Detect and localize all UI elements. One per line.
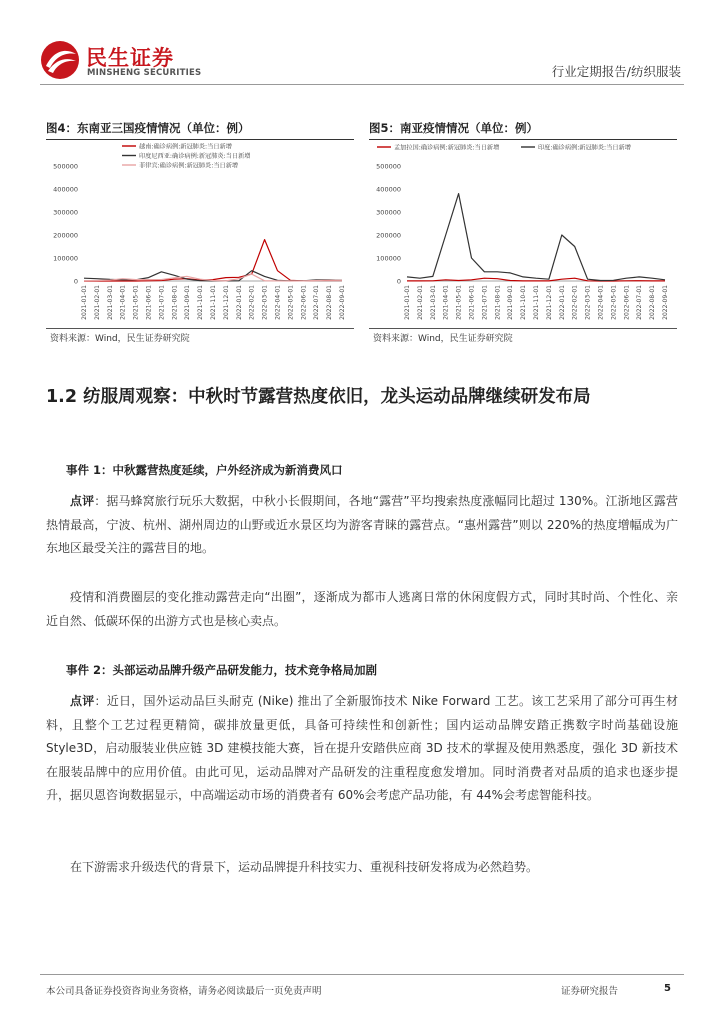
x-tick-label: 2022-03-01: [261, 285, 269, 320]
legend-label: 越南:确诊病例:新冠肺炎:当日新增: [139, 143, 232, 151]
x-tick-label: 2021-07-01: [481, 285, 489, 320]
minsheng-logo-icon: [40, 40, 80, 80]
y-tick-label: 300000: [53, 208, 78, 217]
x-tick-label: 2022-06-01: [300, 285, 308, 320]
header-divider: [40, 84, 684, 85]
figure-4-source-rule: [46, 328, 354, 329]
x-tick-label: 2022-01-01: [558, 285, 566, 320]
x-tick-label: 2021-02-01: [93, 285, 101, 320]
x-tick-label: 2021-12-01: [222, 285, 230, 320]
y-tick-label: 500000: [53, 162, 78, 171]
section-heading: 1.2 纺服周观察：中秋时节露营热度依旧，龙头运动品牌继续研发布局: [46, 387, 591, 407]
x-tick-label: 2021-09-01: [507, 285, 515, 320]
x-tick-label: 2021-10-01: [197, 285, 205, 320]
x-tick-label: 2021-07-01: [158, 285, 166, 320]
x-tick-label: 2022-07-01: [313, 285, 321, 320]
figure-4-title: 图4：东南亚三国疫情情况（单位：例）: [46, 121, 250, 135]
footer-disclaimer: 本公司具备证券投资咨询业务资格，请务必阅读最后一页免责声明: [46, 986, 322, 997]
x-tick-label: 2022-05-01: [287, 285, 295, 320]
brand-name-cn: 民生证券: [86, 46, 174, 70]
comment-label: 点评: [70, 694, 95, 708]
y-tick-label: 0: [396, 277, 401, 286]
event-1-comment: [46, 490, 678, 561]
x-tick-label: 2021-11-01: [533, 285, 540, 320]
x-tick-label: 2021-12-01: [545, 285, 553, 320]
x-tick-label: 2022-05-01: [610, 285, 618, 320]
report-type: 行业定期报告/纺织服装: [551, 64, 681, 79]
event-2-comment: [46, 690, 678, 808]
y-tick-label: 100000: [376, 254, 401, 263]
x-tick-label: 2022-03-01: [584, 285, 592, 320]
x-tick-label: 2021-08-01: [171, 285, 179, 320]
x-tick-label: 2021-05-01: [132, 285, 140, 320]
event-2-comment-text: ：近日，国外运动品巨头耐克 (Nike) 推出了全新服饰技术 Nike Forward 工艺。该工艺采用了部分可再生材料，且整个工艺过程更精简，碳排放量更低，具备可持续性和创新性；国内运动品牌安踏正携数字时尚基础设施 Style3D，启动服装业供应链 3D 建模技能大赛，旨在提升安踏供应商 3D 技术的掌握及使用熟悉度，强化 3D 新技术在服装品牌中的应用价值。由此可见，运动品牌对产品研发的注重程度愈发增加。同时消费者对品质的追求也逐步提升，据贝恩咨询数据显示，中高端运动市场的消费者有 60%会考虑产品功能，有 44%会考虑智能科技。: [46, 694, 678, 802]
page-number: 5: [664, 983, 671, 994]
x-tick-label: 2021-01-01: [404, 285, 411, 320]
y-tick-label: 100000: [53, 254, 78, 263]
x-tick-label: 2021-08-01: [494, 285, 502, 320]
comment-label: 点评: [70, 494, 95, 508]
x-tick-label: 2022-06-01: [623, 285, 631, 320]
x-tick-label: 2021-02-01: [416, 285, 424, 320]
series-line: [407, 194, 665, 281]
x-tick-label: 2021-09-01: [184, 285, 192, 320]
x-tick-label: 2022-08-01: [326, 285, 334, 320]
legend-label: 菲律宾:确诊病例:新冠肺炎:当日新增: [139, 162, 239, 170]
x-tick-label: 2022-09-01: [339, 285, 346, 320]
footer-divider: [40, 974, 684, 975]
x-tick-label: 2022-04-01: [597, 285, 605, 320]
brand-name-en: MINSHENG SECURITIES: [87, 68, 202, 78]
figure-5-title: 图5：南亚疫情情况（单位：例）: [369, 121, 538, 135]
event-2-title: 事件 2：头部运动品牌升级产品研发能力，技术竞争格局加剧: [66, 663, 378, 677]
y-tick-label: 200000: [376, 231, 401, 240]
y-tick-label: 200000: [53, 231, 78, 240]
x-tick-label: 2021-04-01: [119, 285, 127, 320]
y-tick-label: 400000: [376, 185, 401, 194]
figure-5-source: 资料来源：Wind，民生证券研究院: [373, 334, 513, 344]
x-tick-label: 2022-04-01: [274, 285, 282, 320]
x-tick-label: 2021-11-01: [210, 285, 217, 320]
x-tick-label: 2022-02-01: [571, 285, 579, 320]
x-tick-label: 2021-10-01: [520, 285, 528, 320]
legend-label: 印度:确诊病例:新冠肺炎:当日新增: [538, 144, 631, 152]
y-tick-label: 500000: [376, 162, 401, 171]
x-tick-label: 2022-09-01: [662, 285, 669, 320]
x-tick-label: 2021-06-01: [468, 285, 476, 320]
event-1-comment-text: ：据马蜂窝旅行玩乐大数据，中秋小长假期间，各地“露营”平均搜索热度涨幅同比超过 130%。江浙地区露营热情最高，宁波、杭州、湖州周边的山野或近水景区均为游客青睐的露营点。“惠州露营”则以 220%的热度增幅成为广东地区最受关注的露营目的地。: [46, 494, 678, 555]
y-tick-label: 400000: [53, 185, 78, 194]
event-1-paragraph-2: 疫情和消费圈层的变化推动露营走向“出圈”，逐渐成为都市人逃离日常的休闲度假方式，同时其时尚、个性化、亲近自然、低碳环保的出游方式也是核心卖点。: [46, 590, 678, 628]
x-tick-label: 2021-06-01: [145, 285, 153, 320]
figure-5-source-rule: [369, 328, 677, 329]
x-tick-label: 2021-03-01: [106, 285, 114, 320]
x-tick-label: 2022-02-01: [248, 285, 256, 320]
x-tick-label: 2021-03-01: [429, 285, 437, 320]
x-tick-label: 2022-07-01: [636, 285, 644, 320]
figure-5-chart: [369, 140, 677, 326]
event-2-paragraph-2: 在下游需求升级迭代的背景下，运动品牌提升科技实力、重视科技研发将成为必然趋势。: [70, 860, 539, 874]
x-tick-label: 2022-01-01: [235, 285, 243, 320]
footer-label: 证券研究报告: [561, 986, 619, 997]
x-tick-label: 2021-01-01: [81, 285, 88, 320]
y-tick-label: 300000: [376, 208, 401, 217]
legend-label: 孟加拉国:确诊病例:新冠肺炎:当日新增: [394, 144, 500, 152]
x-tick-label: 2021-05-01: [455, 285, 463, 320]
event-1-title: 事件 1：中秋露营热度延续，户外经济成为新消费风口: [66, 463, 343, 477]
y-tick-label: 0: [73, 277, 78, 286]
x-tick-label: 2021-04-01: [442, 285, 450, 320]
figure-4-chart: [46, 140, 354, 326]
legend-label: 印度尼西亚:确诊病例:新冠肺炎:当日新增: [139, 153, 251, 161]
figure-4-source: 资料来源：Wind，民生证券研究院: [50, 334, 190, 344]
series-line: [84, 240, 342, 281]
x-tick-label: 2022-08-01: [649, 285, 657, 320]
